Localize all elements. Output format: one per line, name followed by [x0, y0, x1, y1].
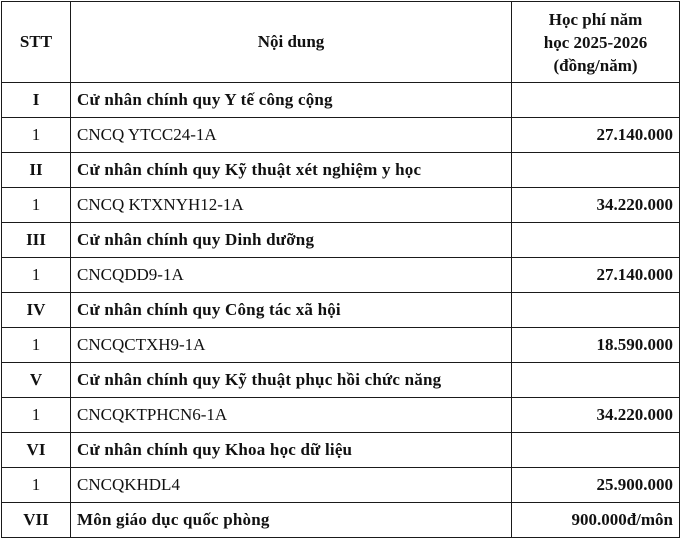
row-stt: 1	[2, 258, 71, 293]
row-stt: V	[2, 363, 71, 398]
header-fee-line-1: Học phí năm	[548, 9, 643, 29]
table-header-row	[2, 2, 680, 83]
row-fee	[512, 223, 680, 258]
header-fee	[512, 2, 680, 83]
table-row-section-7	[2, 503, 680, 538]
header-content: Nội dung	[71, 2, 512, 83]
table-row-item	[2, 328, 680, 363]
row-content: CNCQKHDL4	[71, 468, 512, 503]
row-stt: VI	[2, 433, 71, 468]
row-stt: I	[2, 83, 71, 118]
row-content: CNCQCTXH9-1A	[71, 328, 512, 363]
table-row-section-2	[2, 153, 680, 188]
row-stt: 1	[2, 188, 71, 223]
header-fee-line-3: (đồng/năm)	[553, 55, 638, 75]
row-fee	[512, 83, 680, 118]
row-content: Cử nhân chính quy Dinh dưỡng	[71, 223, 512, 258]
row-stt: 1	[2, 328, 71, 363]
tuition-fee-table	[1, 1, 680, 538]
row-content: CNCQ YTCC24-1A	[71, 118, 512, 153]
table-row-section-6	[2, 433, 680, 468]
row-stt: IV	[2, 293, 71, 328]
table-row-section-3	[2, 223, 680, 258]
row-stt: VII	[2, 503, 71, 538]
row-stt: 1	[2, 398, 71, 433]
row-fee: 27.140.000	[512, 258, 680, 293]
row-fee	[512, 363, 680, 398]
row-fee: 900.000đ/môn	[512, 503, 680, 538]
table-row-section-1	[2, 83, 680, 118]
header-fee-line-2: học 2025-2026	[543, 32, 648, 52]
row-content: CNCQKTPHCN6-1A	[71, 398, 512, 433]
row-stt: III	[2, 223, 71, 258]
table-row-item	[2, 118, 680, 153]
row-fee	[512, 293, 680, 328]
table-row-item	[2, 468, 680, 503]
table-row-section-4	[2, 293, 680, 328]
row-stt: 1	[2, 118, 71, 153]
row-fee: 34.220.000	[512, 398, 680, 433]
row-fee	[512, 153, 680, 188]
row-content: Cử nhân chính quy Khoa học dữ liệu	[71, 433, 512, 468]
row-content: Cử nhân chính quy Kỹ thuật phục hồi chức năng	[71, 363, 512, 398]
table-row-section-5	[2, 363, 680, 398]
row-fee: 34.220.000	[512, 188, 680, 223]
table-row-item	[2, 258, 680, 293]
row-content: Cử nhân chính quy Kỹ thuật xét nghiệm y học	[71, 153, 512, 188]
row-fee	[512, 433, 680, 468]
table-row-item	[2, 188, 680, 223]
row-content: CNCQ KTXNYH12-1A	[71, 188, 512, 223]
row-fee: 18.590.000	[512, 328, 680, 363]
row-fee: 27.140.000	[512, 118, 680, 153]
row-fee: 25.900.000	[512, 468, 680, 503]
row-content: Môn giáo dục quốc phòng	[71, 503, 512, 538]
row-content: Cử nhân chính quy Y tế công cộng	[71, 83, 512, 118]
row-content: Cử nhân chính quy Công tác xã hội	[71, 293, 512, 328]
row-stt: II	[2, 153, 71, 188]
row-content: CNCQDD9-1A	[71, 258, 512, 293]
table-row-item	[2, 398, 680, 433]
row-stt: 1	[2, 468, 71, 503]
header-stt: STT	[2, 2, 71, 83]
